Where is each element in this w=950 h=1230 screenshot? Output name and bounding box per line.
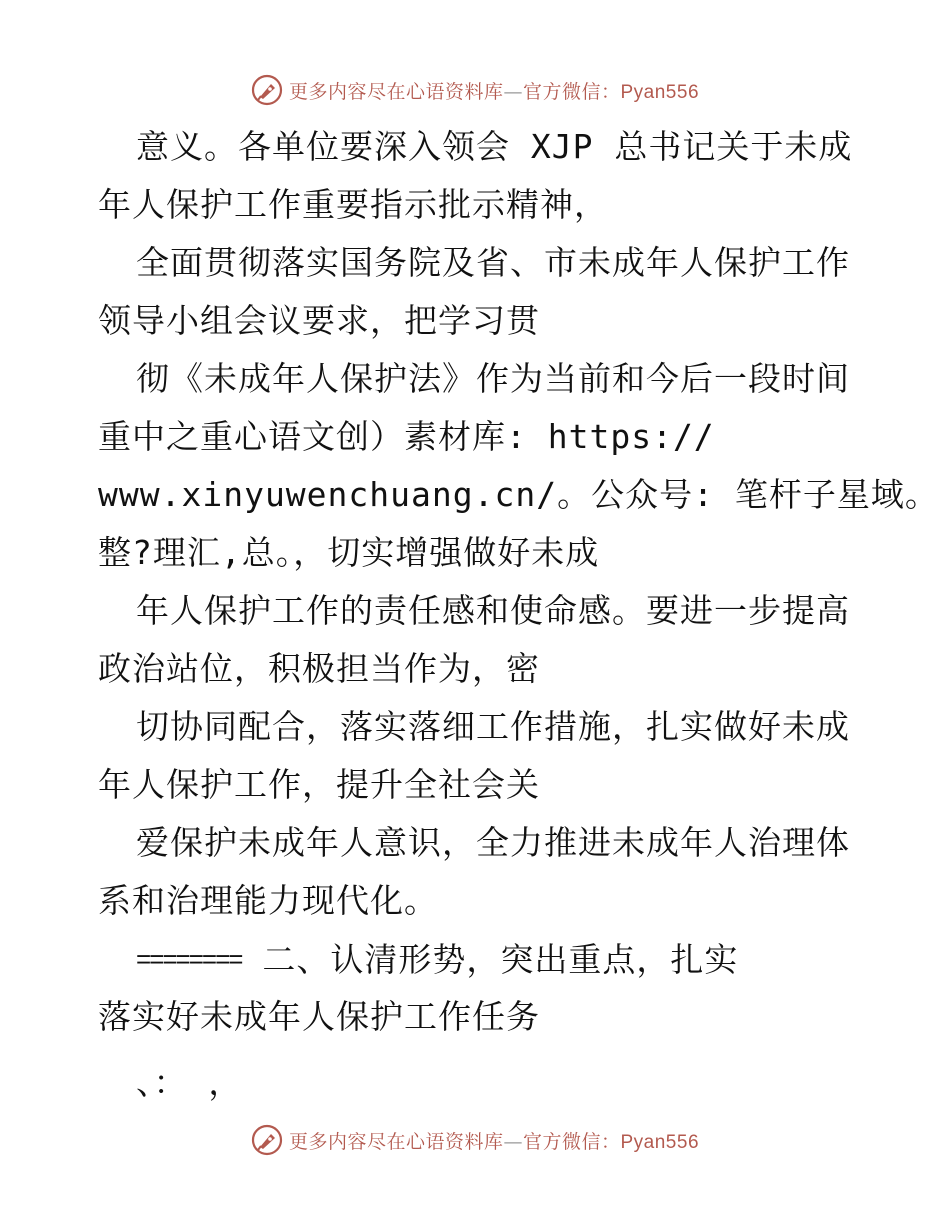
- banner-account: Pyan556: [620, 81, 700, 103]
- header-watermark-banner: [0, 70, 950, 110]
- document-body: [98, 118, 939, 1112]
- text-line: 政治站位，积极担当作为，密: [98, 649, 540, 688]
- banner-text: [289, 77, 699, 104]
- text-line: 系和治理能力现代化。: [98, 881, 438, 920]
- text-line: 年人保护工作重要指示批示精神，: [98, 185, 608, 224]
- equals-run: ========: [136, 944, 242, 974]
- banner-content: [251, 1124, 699, 1156]
- banner-site-text: 更多内容尽在心语资料库: [288, 80, 504, 103]
- banner-wechat-label: 官方微信：: [522, 1130, 621, 1153]
- text-line: 年人保护工作的责任感和使命感。要进一步提高: [136, 591, 850, 630]
- banner-content: [251, 74, 699, 106]
- banner-account: Pyan556: [620, 1131, 700, 1153]
- banner-site-text: 更多内容尽在心语资料库: [288, 1130, 504, 1153]
- section-heading-line: [98, 930, 878, 988]
- text-line: 全面贯彻落实国务院及省、市未成年人保护工作: [136, 243, 850, 282]
- banner-separator: —: [503, 80, 523, 103]
- text-line: 、： ，: [136, 1063, 243, 1102]
- pen-nib-icon: [251, 74, 283, 106]
- text-line: www.xinyuwenchuang.cn/。公众号: 笔杆子星域。: [98, 475, 939, 514]
- banner-text: [289, 1127, 699, 1154]
- text-line: 年人保护工作，提升全社会关: [98, 765, 540, 804]
- banner-separator: —: [503, 1130, 523, 1153]
- text-line: 落实好未成年人保护工作任务: [98, 997, 540, 1036]
- text-line: 整?理汇,总。，切实增强做好未成: [98, 533, 600, 572]
- footer-watermark-banner: [0, 1120, 950, 1160]
- text-line: 意义。各单位要深入领会 XJP 总书记关于未成: [136, 127, 853, 166]
- text-line: 领导小组会议要求，把学习贯: [98, 301, 540, 340]
- pen-nib-icon: [251, 1124, 283, 1156]
- text-line: 切协同配合，落实落细工作措施，扎实做好未成: [136, 707, 850, 746]
- text-line: 爱保护未成年人意识，全力推进未成年人治理体: [136, 823, 850, 862]
- banner-wechat-label: 官方微信：: [522, 80, 621, 103]
- text-line: 彻《未成年人保护法》作为当前和今后一段时间: [136, 359, 850, 398]
- text-line: 重中之重心语文创）素材库: https://: [98, 417, 715, 456]
- section-heading-text: 二、认清形势，突出重点，扎实: [262, 940, 739, 979]
